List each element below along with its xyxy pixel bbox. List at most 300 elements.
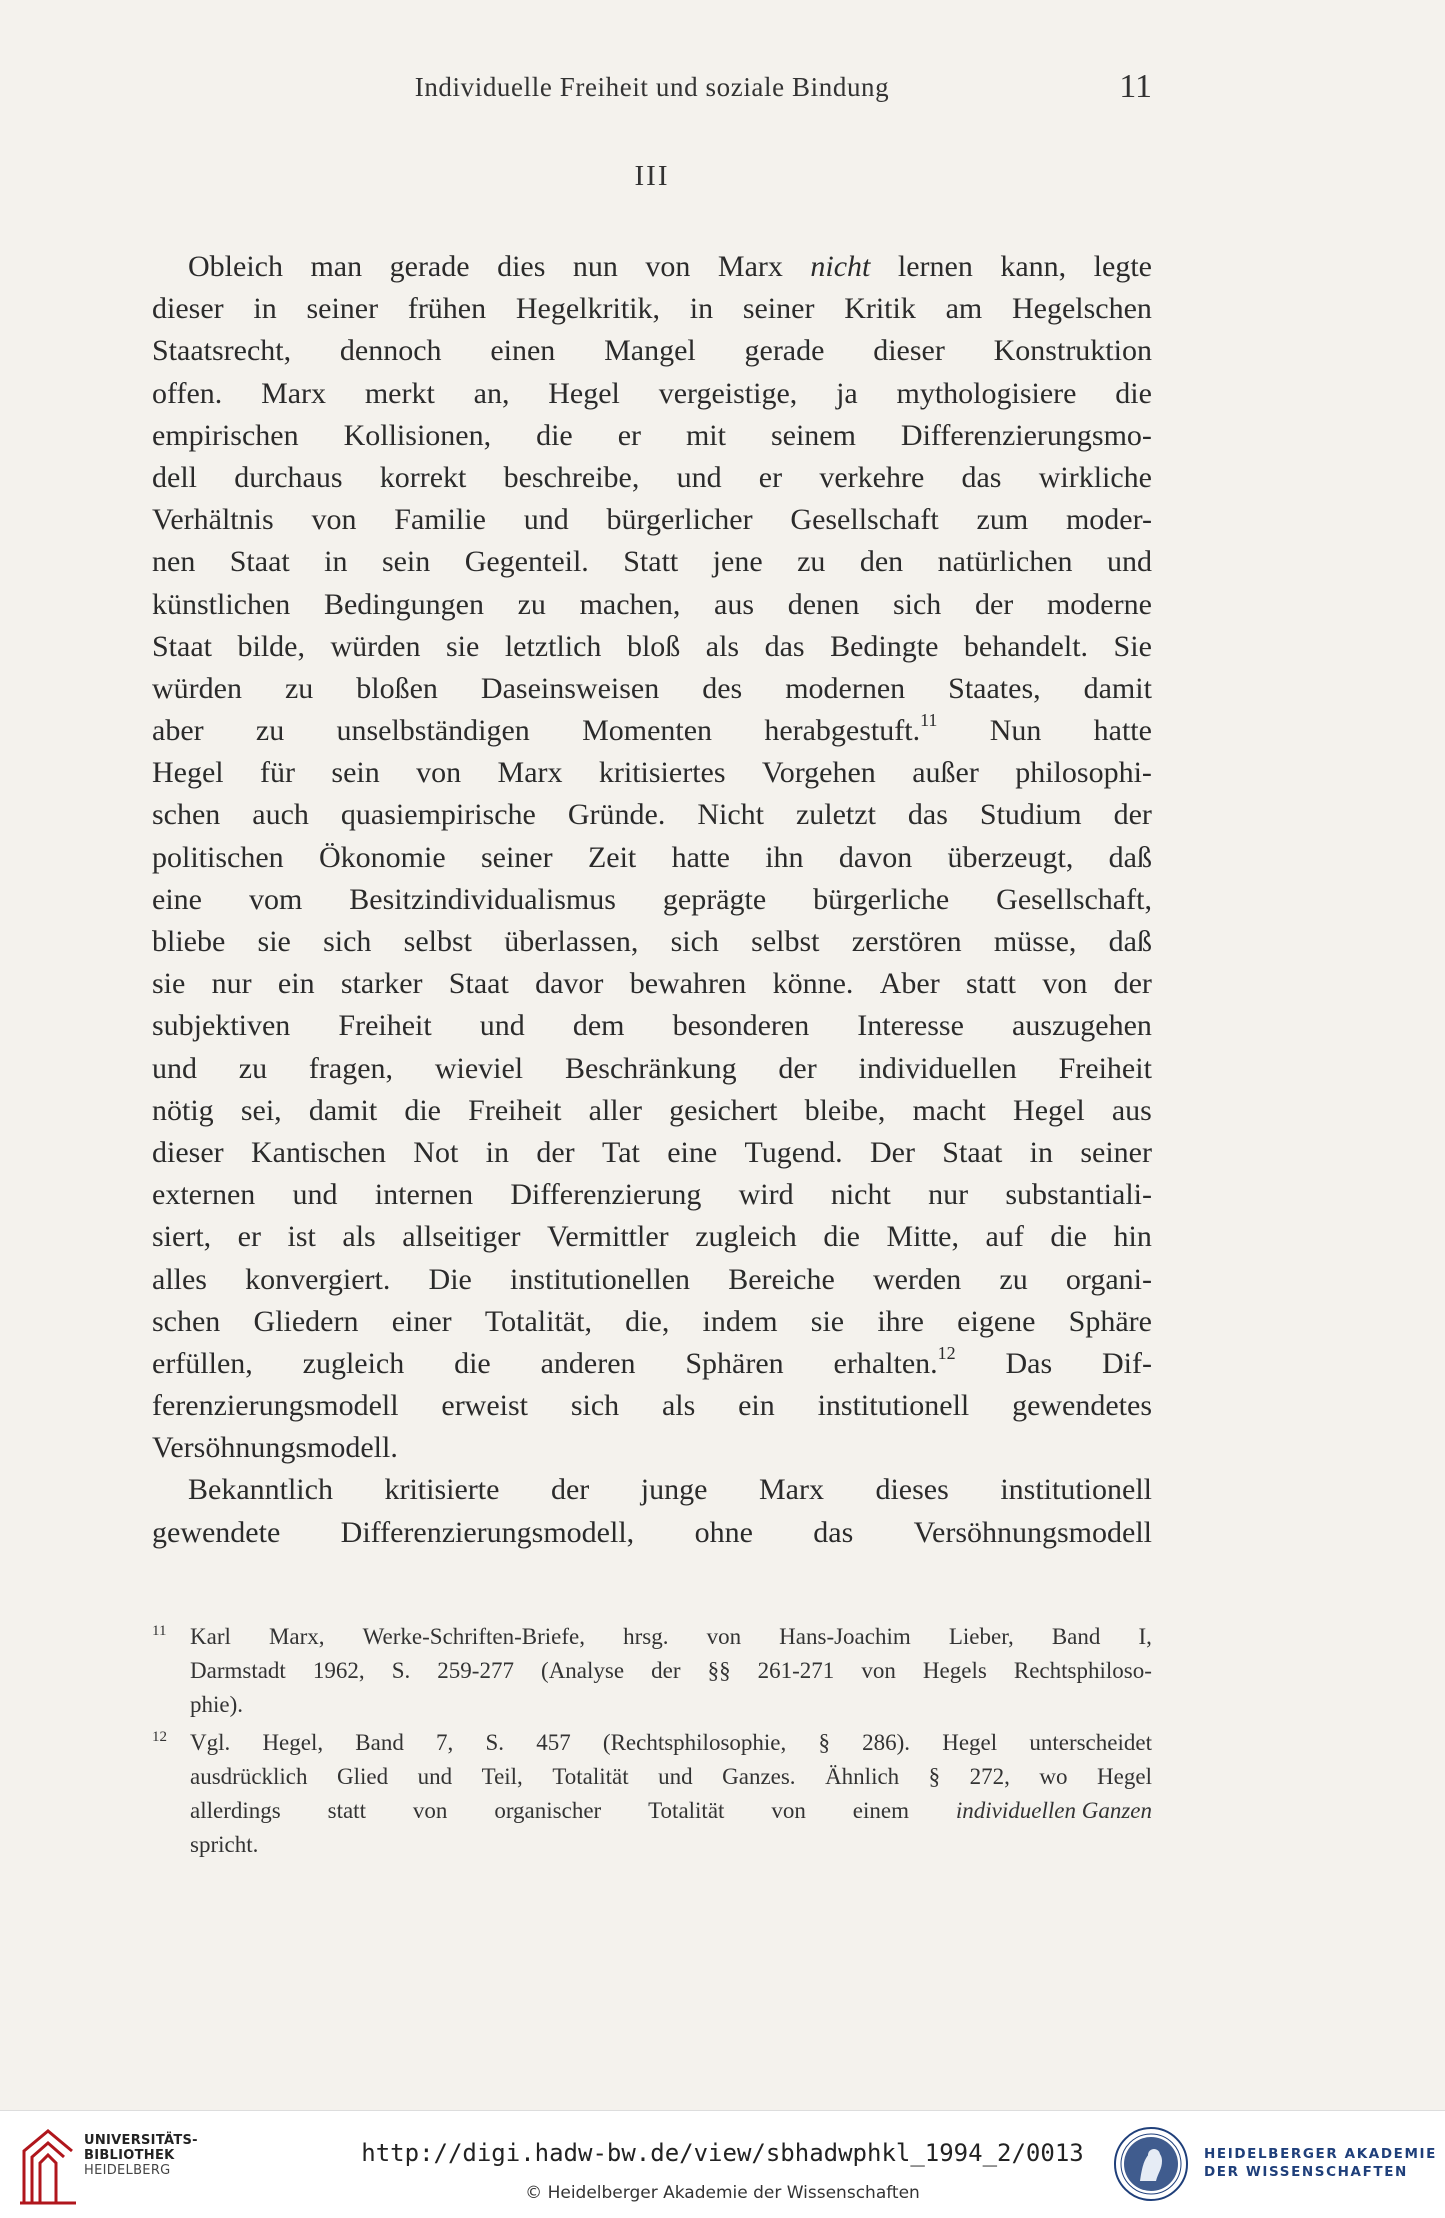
word: vom (248, 882, 303, 916)
word: S. (485, 1730, 505, 1755)
word: werden (872, 1262, 962, 1296)
word: gewendete (152, 1515, 281, 1549)
word: Staat (229, 545, 290, 579)
word: durchaus (234, 460, 343, 494)
word: dieser (873, 334, 945, 368)
word: Sphäre (1068, 1304, 1152, 1338)
word: dem (572, 1009, 625, 1043)
word: in (253, 292, 277, 326)
word: starker (340, 967, 423, 1001)
word: gerade (389, 250, 470, 283)
word: allerdings (190, 1798, 281, 1823)
word: Hegel (152, 756, 224, 790)
word: Beschränkung (564, 1051, 737, 1085)
word: institutionell (817, 1389, 970, 1423)
italic-phrase: individuellen Ganzen (955, 1798, 1152, 1823)
word: § (818, 1730, 830, 1755)
word: Glied (337, 1764, 389, 1789)
word: der (1113, 798, 1152, 832)
word: aber (152, 714, 204, 748)
word: zu (517, 587, 546, 621)
word: würden (330, 629, 421, 663)
body-line (152, 1048, 1152, 1090)
word: seiner (742, 292, 815, 326)
word: damit (1083, 671, 1152, 705)
word: die, (625, 1304, 670, 1338)
word: S. (391, 1658, 411, 1683)
academy-name-line-2: DER WISSENSCHAFTEN (1204, 2164, 1408, 2180)
body-line (152, 626, 1152, 668)
word: ohne (694, 1515, 753, 1549)
word: zugleich (302, 1346, 405, 1380)
section-numeral: III (634, 160, 670, 192)
academy-name-line-1: HEIDELBERGER AKADEMIE (1204, 2146, 1437, 2162)
body-line (152, 921, 1152, 963)
word: Freiheit (338, 1009, 432, 1043)
body-line (152, 1343, 1152, 1385)
word: Gegenteil. (464, 545, 589, 579)
footnote-line (190, 1794, 1152, 1828)
body-line (152, 330, 1152, 372)
word: damit (308, 1093, 378, 1127)
body-line (152, 1090, 1152, 1132)
word: aller (588, 1093, 642, 1127)
word: von (645, 250, 691, 283)
academy-name (1204, 2145, 1437, 2181)
word: würden (152, 671, 242, 705)
word: die (1050, 1220, 1087, 1254)
word: empirischen (152, 418, 299, 452)
word: Ähnlich (825, 1764, 900, 1789)
word: von (861, 1658, 896, 1683)
word: die (454, 1346, 491, 1380)
word: Bedingte (830, 629, 939, 663)
word: (Rechtsphilosophie, (602, 1730, 787, 1755)
footnote-number: 11 (152, 1623, 167, 1639)
word: Tugend. (744, 1135, 843, 1169)
word: Teil, (481, 1764, 523, 1789)
word: mit (685, 418, 726, 452)
library-city: HEIDELBERG (84, 2163, 171, 2178)
word: legte (1093, 250, 1152, 283)
word: allseitiger (402, 1220, 521, 1254)
word: die (823, 1220, 860, 1254)
word: sich (892, 587, 942, 621)
word: Hegelschen (1011, 292, 1152, 326)
word: hin (1113, 1220, 1152, 1254)
word: gerade (744, 334, 825, 368)
word: dell (152, 460, 197, 494)
word: als (342, 1220, 376, 1254)
word: Band (1051, 1624, 1101, 1649)
word: er (617, 418, 641, 452)
footnote-line (190, 1654, 1152, 1688)
body-line (152, 1512, 1152, 1554)
word: Hegel, (262, 1730, 324, 1755)
word: eine (667, 1135, 718, 1169)
word: in (485, 1135, 509, 1169)
footnote (152, 1620, 1152, 1722)
word: Hegel (942, 1730, 998, 1755)
word: und (152, 1051, 197, 1085)
word: wo (1039, 1764, 1068, 1789)
footnote-reference[interactable]: 11 (920, 710, 938, 731)
word: für (260, 756, 296, 790)
word: Mitte, (886, 1220, 959, 1254)
word: Versöhnungsmodell. (152, 1431, 398, 1465)
word: frühen (407, 292, 487, 326)
word: überlassen, (504, 925, 639, 958)
word: Momenten (582, 714, 713, 748)
word: Dif- (1101, 1346, 1152, 1380)
word: zu (999, 1262, 1028, 1296)
word: sein (331, 756, 380, 790)
word: als (705, 629, 740, 663)
word: und (292, 1178, 338, 1212)
word: organi- (1065, 1262, 1152, 1296)
word: auszugehen (1012, 1009, 1152, 1043)
permalink-url[interactable]: http://digi.hadw-bw.de/view/sbhadwphkl_1994_2/0013 (361, 2139, 1084, 2167)
word: wird (738, 1178, 794, 1212)
word: Nicht (697, 798, 764, 832)
word: müsse, (993, 925, 1077, 958)
word: offen. (152, 376, 223, 410)
word: Hegels (922, 1658, 987, 1683)
body-line (152, 1469, 1152, 1511)
word: seiner (1080, 1135, 1152, 1169)
word: Kollisionen, (343, 418, 492, 452)
word: natürlichen (937, 545, 1073, 579)
word: Hegel (1097, 1764, 1152, 1789)
word: schen (152, 1304, 221, 1338)
word: Differenzierungsmo- (900, 418, 1152, 452)
word: kritisiertes (598, 756, 726, 790)
word: das (764, 629, 805, 663)
word: der (536, 1135, 575, 1169)
digitization-footer (0, 2110, 1445, 2218)
word: geprägte (662, 882, 767, 916)
word: dies (497, 250, 546, 283)
word: sich (670, 925, 719, 958)
word: merkt (364, 376, 435, 410)
word: statt (327, 1798, 366, 1823)
word: sie (152, 967, 186, 1001)
word: Staatsrecht, (152, 334, 292, 368)
word: kritisierte (384, 1473, 500, 1507)
word: von (311, 503, 357, 537)
word: daß (1108, 925, 1152, 958)
word: Marx (717, 250, 783, 283)
word: zugleich (695, 1220, 797, 1254)
body-line (152, 1174, 1152, 1216)
word: gesichert (669, 1093, 778, 1127)
word: und (417, 1764, 453, 1789)
word: der (974, 587, 1014, 621)
word: Familie (394, 503, 486, 537)
word: philosophi- (1015, 756, 1152, 790)
word: dieser (152, 292, 224, 326)
word: ausdrücklich (190, 1764, 308, 1789)
body-line (152, 879, 1152, 921)
footnotes (152, 1620, 1152, 1862)
word: Hegel (1013, 1093, 1085, 1127)
word: und (676, 460, 722, 494)
word: Staates, (948, 671, 1041, 705)
word: korrekt (379, 460, 467, 494)
word: die (404, 1093, 441, 1127)
word: Totalität (648, 1798, 725, 1823)
body-line (152, 794, 1152, 836)
word: der (778, 1051, 817, 1085)
word: 286). (862, 1730, 911, 1755)
word: bloß (626, 629, 681, 663)
word: Werke-Schriften-Briefe, (362, 1624, 585, 1649)
word: und (1106, 545, 1152, 579)
word: erhalten.$^{12}$ (833, 1342, 956, 1380)
word: einen (490, 334, 556, 368)
word: behandelt. (963, 629, 1089, 663)
word: selbst (751, 925, 820, 958)
word: als (661, 1389, 696, 1423)
word: Obleich (188, 250, 283, 283)
word: seiner (306, 292, 379, 326)
word: modernen (785, 671, 906, 705)
word: Freiheit (1058, 1051, 1152, 1085)
word: konvergiert. (245, 1262, 391, 1296)
word: machen, (579, 587, 681, 621)
word: 457 (536, 1730, 571, 1755)
word: eigene (957, 1304, 1036, 1338)
word: einer (391, 1304, 452, 1338)
word: wieviel (434, 1051, 524, 1085)
word: dieses (875, 1473, 949, 1507)
word: I, (1138, 1624, 1152, 1649)
footnote-line (190, 1726, 1152, 1760)
word: nur (928, 1178, 969, 1212)
word: an, (473, 376, 510, 410)
word: Vermittler (547, 1220, 669, 1254)
word: die (1115, 376, 1152, 410)
word: politischen (152, 840, 284, 874)
word: den (859, 545, 904, 579)
footnote-line (190, 1760, 1152, 1794)
word: einem (852, 1798, 909, 1823)
word: in (689, 292, 714, 326)
word: vergeistige, (658, 376, 798, 410)
word: der (651, 1658, 681, 1683)
word: Marx (497, 756, 563, 790)
word: auf (985, 1220, 1024, 1254)
word: nur (211, 967, 252, 1001)
word: 261-271 (757, 1658, 835, 1683)
body-line (152, 1427, 1152, 1469)
page-header (152, 68, 1152, 112)
footnote-line (190, 1620, 1152, 1654)
word: sei, (240, 1093, 282, 1127)
word: Mangel (604, 334, 696, 368)
word: von (771, 1798, 806, 1823)
word: und (658, 1764, 693, 1789)
word: daß (1108, 840, 1152, 874)
word: Gründe. (567, 798, 666, 832)
word: Differenzierungsmodell, (340, 1515, 635, 1549)
word: aus (1111, 1093, 1152, 1127)
word: substantiali- (1005, 1178, 1152, 1212)
body-line (152, 837, 1152, 879)
word: Marx (261, 376, 327, 410)
body-line (152, 668, 1152, 710)
word: erweist (441, 1389, 529, 1423)
word: Gesellschaft (790, 503, 939, 537)
copyright-notice: © Heidelberger Akademie der Wissenschaften (525, 2183, 920, 2203)
word: institutionell (1000, 1473, 1152, 1507)
word: Lieber, (948, 1624, 1014, 1649)
body-line (152, 1005, 1152, 1047)
word: die (536, 418, 573, 452)
word: besonderen (672, 1009, 810, 1043)
body-line (152, 499, 1152, 541)
footnote-line (190, 1688, 1152, 1722)
word: Versöhnungsmodell (913, 1515, 1152, 1549)
word: bewahren (629, 967, 747, 1001)
word: 272, (969, 1764, 1010, 1789)
word: und (523, 503, 569, 537)
word: 259-277 (437, 1658, 514, 1683)
library-name-line-2: BIBLIOTHEK (84, 2148, 175, 2163)
word: Staat (448, 967, 509, 1001)
word: Kantischen (250, 1135, 386, 1169)
word: sie (445, 629, 480, 663)
word: Das (1005, 1346, 1053, 1380)
word: moder- (1065, 503, 1152, 537)
word: denen (787, 587, 860, 621)
word: hatte (671, 840, 730, 874)
word: das (961, 460, 1002, 494)
word: sein (381, 545, 431, 579)
word: ihn (765, 840, 804, 874)
word: des (702, 671, 743, 705)
word: von (706, 1624, 742, 1649)
word: Ökonomie (318, 840, 446, 874)
word: von (412, 1798, 448, 1823)
word: Zeit (587, 840, 637, 874)
word: junge (640, 1473, 708, 1507)
word: moderne (1046, 587, 1152, 621)
word: zu (284, 671, 314, 705)
body-line (152, 288, 1152, 330)
word: Differenzierung (510, 1178, 702, 1212)
word: §§ (707, 1658, 731, 1683)
word: seinem (770, 418, 856, 452)
word: unselbständigen (336, 714, 530, 748)
word: unterscheidet (1029, 1730, 1152, 1755)
library-name-line-1: UNIVERSITÄTS- (84, 2133, 198, 2148)
word: sie (257, 925, 291, 958)
word: Marx (758, 1473, 824, 1507)
word: nötig (152, 1093, 214, 1127)
word: erfüllen, (152, 1346, 253, 1380)
word: künstlichen (152, 587, 291, 621)
word: hatte (1093, 714, 1152, 748)
word: verkehre (819, 460, 925, 494)
word: (Analyse (541, 1658, 625, 1683)
word: er (237, 1220, 261, 1254)
word: letztlich (504, 629, 602, 663)
word: Aber (879, 967, 940, 1001)
word: Karl (190, 1624, 231, 1649)
word: dieser (152, 1135, 224, 1169)
word: nicht (830, 1178, 891, 1212)
footnote-line (190, 1828, 1152, 1862)
body-line (152, 541, 1152, 583)
word: Besitzindividualismus (349, 882, 616, 916)
word: Die (428, 1262, 472, 1296)
running-title: Individuelle Freiheit und soziale Bindung (414, 72, 890, 102)
body-line (152, 1216, 1152, 1258)
word: Gliedern (253, 1304, 359, 1338)
footnote-reference[interactable]: 12 (937, 1342, 956, 1363)
word: am (945, 292, 983, 326)
word: zum (976, 503, 1029, 537)
word: bliebe (152, 925, 226, 958)
word: Hegelkritik, (515, 292, 660, 326)
word: Bereiche (728, 1262, 835, 1296)
word: Darmstadt (190, 1658, 286, 1683)
word: ein (738, 1389, 775, 1423)
word: bürgerlicher (606, 503, 753, 537)
word: das (813, 1515, 854, 1549)
word: Gesellschaft, (996, 882, 1152, 916)
word: sich (570, 1389, 620, 1423)
word: bloßen (356, 671, 438, 705)
word: nun (572, 250, 618, 283)
word: Studium (979, 798, 1082, 832)
word: davon (838, 840, 913, 874)
word: Bekanntlich (188, 1473, 333, 1507)
word: § (928, 1764, 941, 1789)
word: davor (535, 967, 604, 1001)
word: wirkliche (1038, 460, 1152, 494)
word: Vorgehen (761, 756, 876, 790)
word: auch (252, 798, 309, 832)
body-text (152, 246, 1152, 1554)
word: Band (355, 1730, 404, 1755)
word: phie). (190, 1692, 244, 1717)
word: sich (323, 925, 372, 958)
word: Ganzes. (722, 1764, 796, 1789)
word: 7, (436, 1730, 454, 1755)
word: Interesse (857, 1009, 964, 1043)
word: kann, (1000, 250, 1067, 283)
word: dennoch (339, 334, 442, 368)
word: Rechtsphiloso- (1013, 1658, 1152, 1683)
page-number: 11 (1119, 68, 1152, 105)
word: Sie (1113, 629, 1152, 663)
word: in (324, 545, 348, 579)
word: Freiheit (468, 1093, 562, 1127)
word: siert, (152, 1220, 212, 1254)
word: eine (152, 882, 202, 916)
word: man (310, 250, 363, 283)
word: hrsg. (623, 1624, 669, 1649)
body-line (152, 1385, 1152, 1427)
word: mythologisiere (896, 376, 1077, 410)
word: alles (152, 1262, 207, 1296)
word: von (1042, 967, 1088, 1001)
body-line (152, 373, 1152, 415)
word: ja (836, 376, 858, 410)
word: zu (255, 714, 285, 748)
